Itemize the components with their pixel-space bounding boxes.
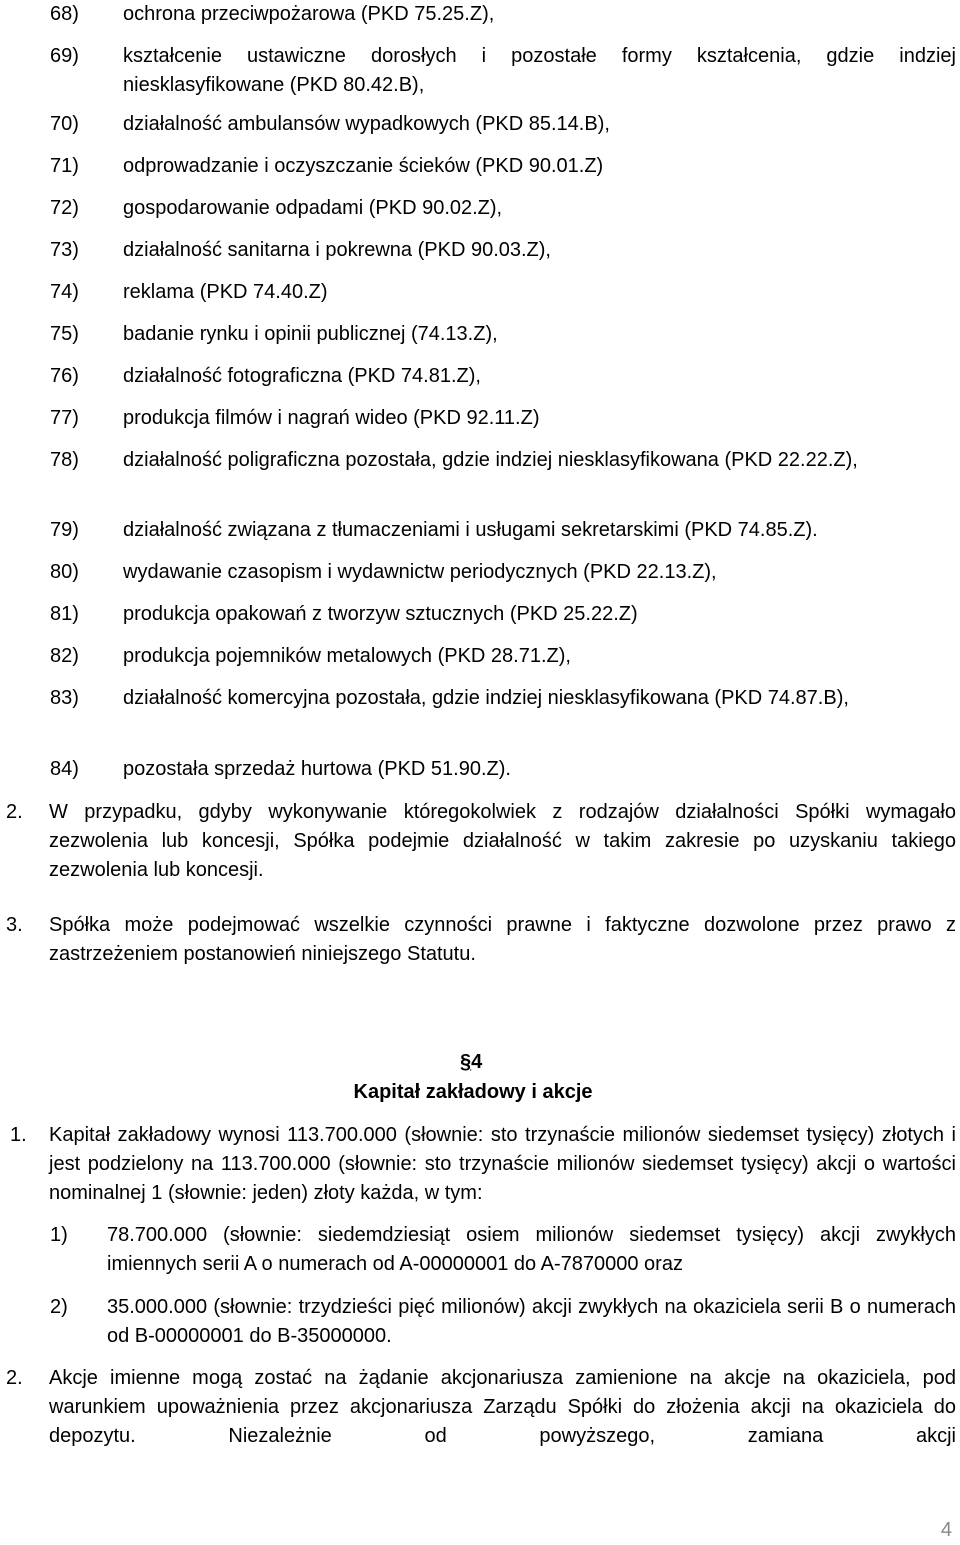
list-item-text: działalność ambulansów wypadkowych (PKD 85.14.B), [123,113,610,135]
list-item-number: 81) [50,603,79,625]
subitem-text: 78.700.000 (słownie: siedemdziesiąt osiem milionów siedemset tysięcy) akcji zwykłych imiennych serii A o numerach od A-00000001 do A-7870000 oraz [107,1224,956,1275]
list-item-text: produkcja pojemników metalowych (PKD 28.71.Z), [123,645,571,667]
subitem-text: 35.000.000 (słownie: trzydzieści pięć milionów) akcji zwykłych na okaziciela serii B o numerach od B-00000001 do B-35000000. [107,1296,956,1347]
paragraph-number: 3. [6,914,23,936]
list-item-text: odprowadzanie i oczyszczanie ścieków (PKD 90.01.Z) [123,155,604,177]
list-item-text: ochrona przeciwpożarowa (PKD 75.25.Z), [123,3,495,25]
list-item-number: 80) [50,561,79,583]
list-item-number: 75) [50,323,79,345]
list-item-text: produkcja opakowań z tworzyw sztucznych (PKD 25.22.Z) [123,603,638,625]
list-item-text: badanie rynku i opinii publicznej (74.13.Z), [123,323,498,345]
list-item-number: 77) [50,407,79,429]
list-item-text: działalność sanitarna i pokrewna (PKD 90.03.Z), [123,239,551,261]
list-item-number: 84) [50,758,79,780]
list-item-text: działalność poligraficzna pozostała, gdzie indziej niesklasyfikowana (PKD 22.22.Z), [123,449,858,471]
subitem-number: 1) [50,1224,68,1246]
list-item-text: reklama (PKD 74.40.Z) [123,281,328,303]
list-item-number: 73) [50,239,79,261]
paragraph-text: Akcje imienne mogą zostać na żądanie akcjonariusza zamienione na akcje na okaziciela, pod warunkiem upoważnienia przez akcjonariusza Zarządu Spółki do złożenia akcji na okaziciela do depozytu. Niezależnie od powyższego, zamiana akcji [49,1367,956,1447]
list-item-number: 74) [50,281,79,303]
paragraph-number: 2. [6,801,23,823]
section-number-value: 4 [471,1051,483,1073]
section-symbol: § [460,1051,472,1073]
list-item-text: kształcenie ustawiczne dorosłych i pozostałe formy kształcenia, gdzie indziej niesklasyfikowane (PKD 80.42.B), [123,45,956,96]
list-item-number: 83) [50,687,79,709]
list-item-number: 79) [50,519,79,541]
list-item-number: 76) [50,365,79,387]
list-item-text: pozostała sprzedaż hurtowa (PKD 51.90.Z). [123,758,511,780]
section-number [460,1048,482,1077]
list-item-number: 70) [50,113,79,135]
paragraph-number: 2. [6,1367,23,1389]
list-item-number: 78) [50,449,79,471]
list-item-text: działalność fotograficzna (PKD 74.81.Z), [123,365,481,387]
list-item-number: 82) [50,645,79,667]
paragraph-text: Spółka może podejmować wszelkie czynności prawne i faktyczne dozwolone przez prawo z zastrzeżeniem postanowień niniejszego Statutu. [49,914,956,965]
paragraph-text: W przypadku, gdyby wykonywanie któregokolwiek z rodzajów działalności Spółki wymagało zezwolenia lub koncesji, Spółka podejmie działalność w takim zakresie po uzyskaniu takiego zezwolenia lub koncesji. [49,801,956,881]
list-item-text: produkcja filmów i nagrań wideo (PKD 92.11.Z) [123,407,540,429]
subitem-number: 2) [50,1296,68,1318]
list-item-text: gospodarowanie odpadami (PKD 90.02.Z), [123,197,503,219]
section-title: Kapitał zakładowy i akcje [353,1081,593,1103]
page-number: 4 [940,1519,952,1541]
list-item-number: 72) [50,197,79,219]
list-item-text: wydawanie czasopism i wydawnictw periodycznych (PKD 22.13.Z), [123,561,717,583]
list-item-number: 71) [50,155,79,177]
paragraph-number: 1. [10,1124,27,1146]
list-item-number: 69) [50,45,79,67]
list-item-text: działalność związana z tłumaczeniami i usługami sekretarskimi (PKD 74.85.Z). [123,519,818,541]
list-item-text: działalność komercyjna pozostała, gdzie indziej niesklasyfikowana (PKD 74.87.B), [123,687,849,709]
list-item-number: 68) [50,3,79,25]
paragraph-text: Kapitał zakładowy wynosi 113.700.000 (słownie: sto trzynaście milionów siedemset tysięcy) złotych i jest podzielony na 113.700.000 (słownie: sto trzynaście milionów siedemset tysięcy) akcji o wartości nominalnej 1 (słownie: jeden) złoty każda, w tym: [49,1124,956,1204]
